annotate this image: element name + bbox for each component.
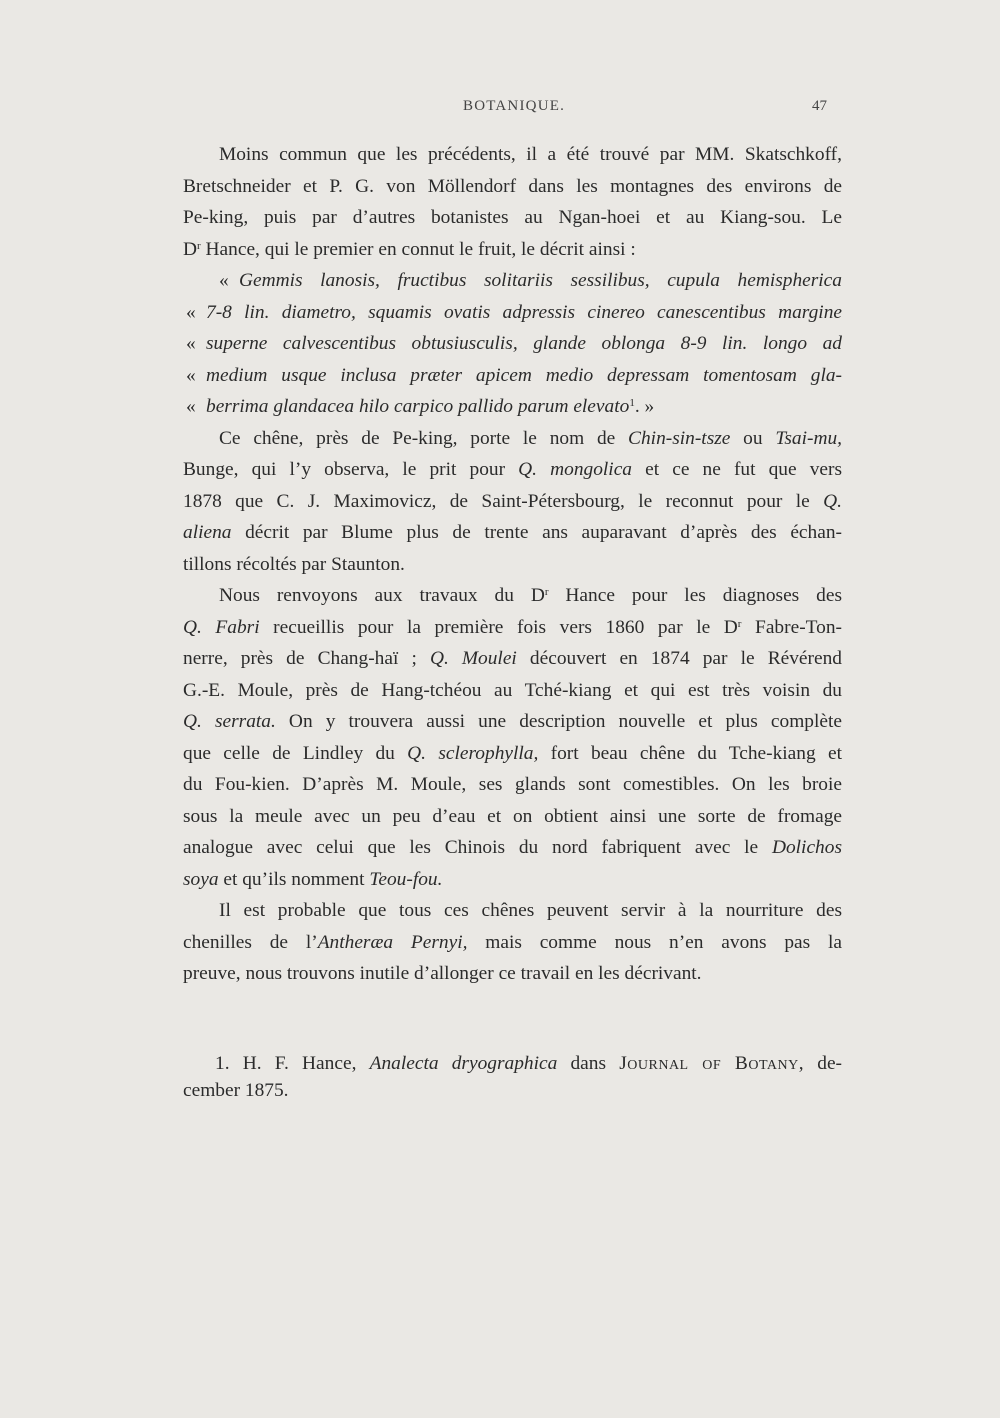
text-line: Bretschneider et P. G. von Möllendorf dans les montagnes des environs de [183, 175, 842, 197]
quotation-line: « superne calvescentibus obtusiusculis, glande oblonga 8-9 lin. longo ad [183, 328, 842, 360]
quote-mark: « [186, 364, 196, 386]
footnote-ref: 1 [629, 397, 635, 409]
text-line: Pe-king, puis par d’autres botanistes au Ngan-hoei et au Kiang-sou. Le [183, 207, 842, 228]
page-number: 47 [812, 98, 827, 114]
footnote [183, 1050, 842, 1104]
text-line: Bunge, qui l’y observa, le prit pour Q. mongolica et ce ne fut que vers [183, 459, 843, 480]
quote-mark: « [186, 396, 196, 417]
text-line: Q. Fabri recueillis pour la première fois vers 1860 par le $D^r$ Fabre-Ton- [183, 616, 842, 638]
text-line: $D^r$ Hance, qui le premier en connut le fruit, le décrit ainsi : [183, 238, 636, 260]
body-text [183, 139, 842, 990]
text-line: 1878 que C. J. Maximovicz, de Saint-Pétersbourg, le reconnut pour le Q. [183, 490, 842, 512]
text-line: nerre, près de Chang-haï ; Q. Moulei découvert en 1874 par le Révérend [183, 648, 842, 669]
text-line: du Fou-kien. D’après M. Moule, ses glands sont comestibles. On les broie [183, 774, 842, 795]
running-title: BOTANIQUE. [463, 98, 566, 114]
text-line: soya et qu’ils nomment Teou-fou. [183, 868, 443, 890]
text-line: analogue avec celui que les Chinois du nord fabriquent avec le Dolichos [183, 837, 842, 858]
text-line: Q. serrata. On y trouvera aussi une description nouvelle et plus complète [183, 711, 842, 732]
text-line: Ce chêne, près de Pe-king, porte le nom de Chin-sin-tsze ou Tsai-mu, [219, 427, 842, 449]
quote-mark: « [219, 270, 229, 291]
quotation-line: « medium usque inclusa præter apicem medio depressam tomentosam gla- [183, 360, 842, 392]
text-line: tillons récoltés par Staunton. [183, 553, 405, 575]
quote-mark: « [186, 333, 196, 354]
quote-mark: « [186, 301, 196, 323]
text-line: chenilles de l’Antheræa Pernyi, mais comme nous n’en avons pas la [183, 931, 842, 953]
quotation-line: « Gemmis lanosis, fructibus solitariis sessilibus, cupula hemispherica [183, 265, 842, 297]
text-line: aliena décrit par Blume plus de trente ans auparavant d’après des échan- [183, 522, 842, 543]
text-line: preuve, nous trouvons inutile d’allonger ce travail en les décrivant. [183, 963, 702, 984]
footnote-line: cember 1875. [183, 1080, 289, 1101]
text-line: Moins commun que les précédents, il a été trouvé par MM. Skatschkoff, [219, 144, 842, 165]
text-line: Il est probable que tous ces chênes peuvent servir à la nourriture des [219, 900, 842, 921]
running-head [0, 98, 1000, 118]
text-line: sous la meule avec un peu d’eau et on obtient ainsi une sorte de fromage [183, 805, 842, 827]
footnote-line: 1. H. F. Hance, Analecta dryographica dans Journal of Botany, de- [215, 1053, 843, 1074]
text-line: G.-E. Moule, près de Hang-tchéou au Tché-kiang et qui est très voisin du [183, 679, 842, 701]
text-line: Nous renvoyons aux travaux du $D^r$ Hance pour les diagnoses des [219, 585, 842, 606]
text-line: que celle de Lindley du Q. sclerophylla, fort beau chêne du Tche-kiang et [183, 742, 842, 764]
quotation-line: « 7-8 lin. diametro, squamis ovatis adpressis cinereo canescentibus margine [183, 297, 842, 329]
quotation-line: « berrima glandacea hilo carpico pallido parum elevato$^1$. » [183, 391, 842, 423]
